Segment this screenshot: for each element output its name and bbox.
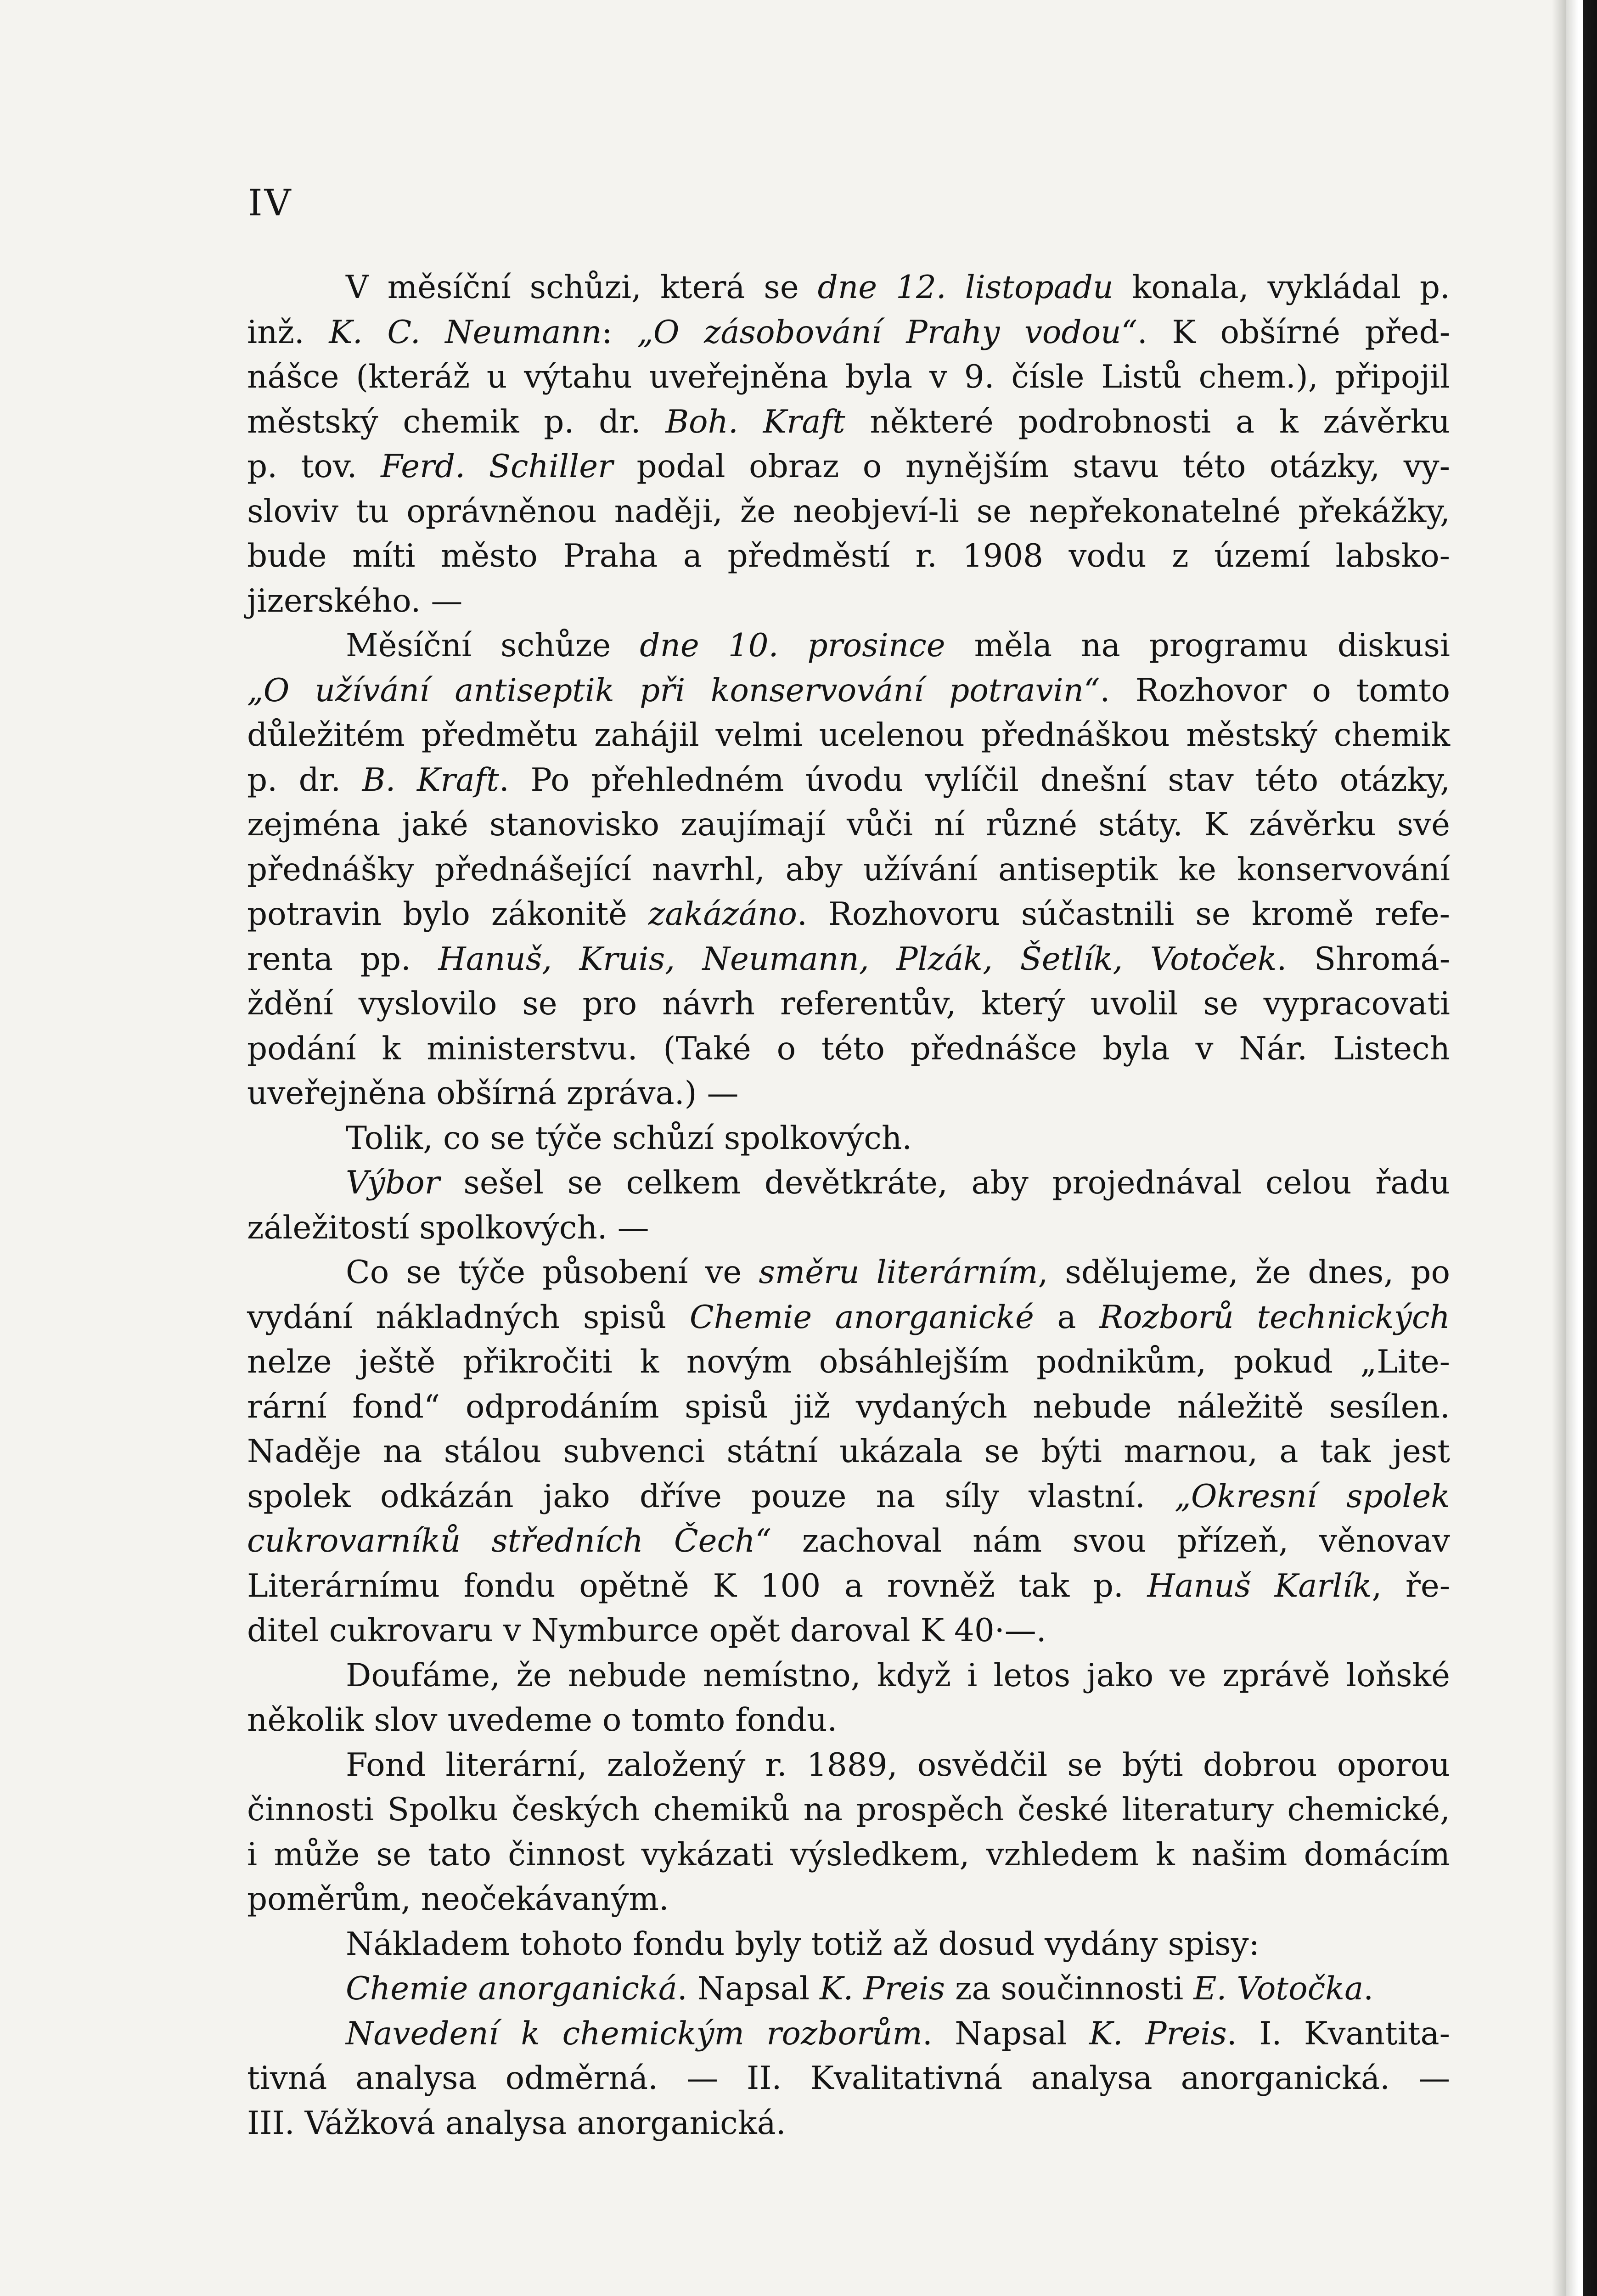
body-text <box>247 265 1450 2146</box>
text-run: potravin bylo zákonitě <box>247 896 649 933</box>
text-run: ždění vyslovilo se pro návrh referentův, který uvolil se vypracovati <box>247 985 1450 1022</box>
text-run: rární fond“ odprodáním spisů již vydaných nebude náležitě sesílen. <box>247 1388 1450 1425</box>
text-line <box>247 1877 1450 1922</box>
text-line <box>247 982 1450 1027</box>
text-run: spolek odkázán jako dříve pouze na síly vlastní. <box>247 1478 1175 1515</box>
italic-run: K. Preis <box>819 1970 945 2007</box>
text-line <box>247 848 1450 893</box>
italic-run: Hanuš, Kruis, Neumann, Plzák, Šetlík, Votoček <box>438 940 1277 978</box>
page-number: IV <box>248 181 293 224</box>
text-line <box>247 937 1450 982</box>
italic-run: dne 10. prosince <box>640 627 945 664</box>
text-run: městský chemik p. dr. <box>247 403 666 440</box>
text-run: . I. Kvantita- <box>1226 2015 1450 2052</box>
text-run: zejména jaké stanovisko zaujímají vůči ní různé státy. K závěrku své <box>247 806 1450 843</box>
text-run: měla na programu diskusi <box>945 627 1450 664</box>
text-run: činnosti Spolku českých chemiků na prospěch české literatury chemické, <box>247 1791 1450 1828</box>
page-edge <box>1552 0 1566 2296</box>
text-run: , sdělujeme, že dnes, po <box>1038 1254 1450 1291</box>
text-line <box>247 1116 1450 1161</box>
text-run: záležitostí spolkových. — <box>247 1209 649 1246</box>
text-line <box>247 265 1450 310</box>
italic-run: Chemie anorganická <box>346 1970 677 2007</box>
text-line <box>247 624 1450 669</box>
italic-run: Ferd. Schiller <box>381 448 613 485</box>
text-run: , ře- <box>1372 1567 1451 1604</box>
text-line <box>247 892 1450 937</box>
text-run: Měsíční schůze <box>346 627 640 664</box>
text-run: bude míti město Praha a předměstí r. 1908 vodu z území labsko- <box>247 538 1450 574</box>
text-line <box>247 669 1450 714</box>
text-line <box>247 1564 1450 1609</box>
text-run: důležitém předmětu zahájil velmi ucelenou přednáškou městský chemik <box>247 717 1450 754</box>
text-run: renta pp. <box>247 940 439 978</box>
text-run: . Shromá- <box>1276 940 1451 978</box>
text-run: . <box>1363 1970 1374 2007</box>
text-run: konala, vykládal p. <box>1113 269 1450 306</box>
italic-run: K. C. Neumann <box>329 314 602 351</box>
text-line <box>247 2012 1450 2057</box>
text-line <box>247 1474 1450 1519</box>
text-run: přednášky přednášející navrhl, aby užívání antiseptik ke konservování <box>247 851 1450 888</box>
text-run: Naděje na stálou subvenci státní ukázala se býti marnou, a tak jest <box>247 1433 1450 1470</box>
text-line <box>247 1609 1450 1654</box>
text-run: . K obšírné před- <box>1137 314 1451 351</box>
text-line <box>247 1922 1450 1967</box>
text-run: V měsíční schůzi, která se <box>346 269 818 306</box>
italic-run: „O užívání antiseptik při konservování potravin“ <box>247 672 1100 709</box>
text-run: inž. <box>247 314 329 351</box>
text-run: sešel se celkem devětkráte, aby projednával celou řadu <box>439 1165 1450 1201</box>
text-run: podal obraz o nynějším stavu této otázky, vy- <box>613 448 1450 485</box>
text-line <box>247 1071 1450 1116</box>
text-run: III. Vážková analysa anorganická. <box>247 2105 786 2142</box>
text-line <box>247 1340 1450 1385</box>
text-run: Co se týče působení ve <box>346 1254 759 1291</box>
text-run: několik slov uvedeme o tomto fondu. <box>247 1702 838 1739</box>
text-run: vydání nákladných spisů <box>247 1299 690 1336</box>
text-run: : <box>602 314 637 351</box>
text-line <box>247 2101 1450 2146</box>
text-run: Nákladem tohoto fondu byly totiž až dosud vydány spisy: <box>346 1925 1260 1963</box>
text-line <box>247 490 1450 535</box>
text-run: . Po přehledném úvodu vylíčil dnešní stav této otázky, <box>499 761 1451 799</box>
text-run: a <box>1034 1299 1099 1336</box>
text-line <box>247 355 1450 400</box>
text-line <box>247 534 1450 579</box>
text-run: poměrům, neočekávaným. <box>247 1881 669 1918</box>
text-run: . Napsal <box>922 2015 1090 2052</box>
text-run: . Rozhovor o tomto <box>1100 672 1451 709</box>
text-run: Literárnímu fondu opětně K 100 a rovněž tak p. <box>247 1567 1147 1604</box>
text-line <box>247 1250 1450 1295</box>
text-run: podání k ministerstvu. (Také o této přednášce byla v Nár. Listech <box>247 1030 1450 1067</box>
text-line <box>247 713 1450 758</box>
italic-run: B. Kraft <box>362 761 499 799</box>
italic-run: Chemie anorganické <box>689 1299 1034 1336</box>
text-run: . Rozhovoru súčastnili se kromě refe- <box>797 896 1450 933</box>
italic-run: Rozborů technických <box>1099 1299 1450 1336</box>
text-run: nášce (kteráž u výtahu uveřejněna byla v 9. čísle Listů chem.), připojil <box>247 359 1450 395</box>
text-line <box>247 803 1450 848</box>
text-run: nelze ještě přikročiti k novým obsáhlejším podnikům, pokud „Lite- <box>247 1344 1450 1380</box>
italic-run: K. Preis <box>1089 2015 1227 2052</box>
text-line <box>247 1295 1450 1340</box>
text-run: . Napsal <box>677 1970 820 2007</box>
text-run: některé podrobnosti a k závěrku <box>845 403 1450 440</box>
text-line <box>247 1027 1450 1072</box>
text-run: sloviv tu oprávněnou naději, že neobjeví-li se nepřekonatelné překážky, <box>247 493 1450 530</box>
text-run: za součinnosti <box>945 1970 1194 2007</box>
italic-run: zakázáno <box>648 896 797 933</box>
italic-run: „Okresní spolek <box>1175 1478 1450 1515</box>
italic-run: Výbor <box>346 1165 440 1201</box>
text-run: i může se tato činnost vykázati výsledkem, vzhledem k našim domácím <box>247 1836 1450 1873</box>
text-run: jizerského. — <box>247 582 463 619</box>
italic-run: E. Votočka <box>1193 1970 1364 2007</box>
italic-run: dne 12. listopadu <box>817 269 1113 306</box>
text-line <box>247 400 1450 445</box>
text-line <box>247 1206 1450 1251</box>
text-run: zachoval nám svou přízeň, věnovav <box>771 1523 1450 1559</box>
text-run: p. tov. <box>247 448 381 485</box>
text-run: tivná analysa odměrná. — II. Kvalitativná analysa anorganická. — <box>247 2060 1450 2097</box>
text-line <box>247 1429 1450 1474</box>
text-line <box>247 2056 1450 2101</box>
text-run: p. dr. <box>247 761 362 799</box>
text-line <box>247 1519 1450 1564</box>
text-line <box>247 579 1450 624</box>
italic-run: Boh. Kraft <box>665 403 845 440</box>
text-line <box>247 310 1450 355</box>
scan-border <box>1566 0 1597 2296</box>
text-line <box>247 1698 1450 1743</box>
italic-run: směru literárním <box>759 1254 1038 1291</box>
text-run: ditel cukrovaru v Nymburce opět daroval K 40·—. <box>247 1612 1046 1649</box>
text-run: uveřejněna obšírná zpráva.) — <box>247 1075 739 1112</box>
text-line <box>247 758 1450 803</box>
text-line <box>247 1833 1450 1878</box>
text-run: Tolik, co se týče schůzí spolkových. <box>346 1120 912 1157</box>
text-line <box>247 1161 1450 1206</box>
italic-run: Navedení k chemickým rozborům <box>346 2015 922 2052</box>
text-line <box>247 1743 1450 1788</box>
text-line <box>247 1967 1450 2012</box>
italic-run: „O zásobování Prahy vodou“ <box>637 314 1137 351</box>
italic-run: cukrovarníků středních Čech“ <box>247 1523 771 1559</box>
text-run: Fond literární, založený r. 1889, osvědčil se býti dobrou oporou <box>346 1746 1450 1784</box>
text-line <box>247 1788 1450 1833</box>
text-line <box>247 445 1450 490</box>
text-line <box>247 1385 1450 1430</box>
text-run: Doufáme, že nebude nemístno, když i letos jako ve zprávě loňské <box>346 1657 1450 1694</box>
text-line <box>247 1654 1450 1699</box>
italic-run: Hanuš Karlík <box>1147 1567 1372 1604</box>
